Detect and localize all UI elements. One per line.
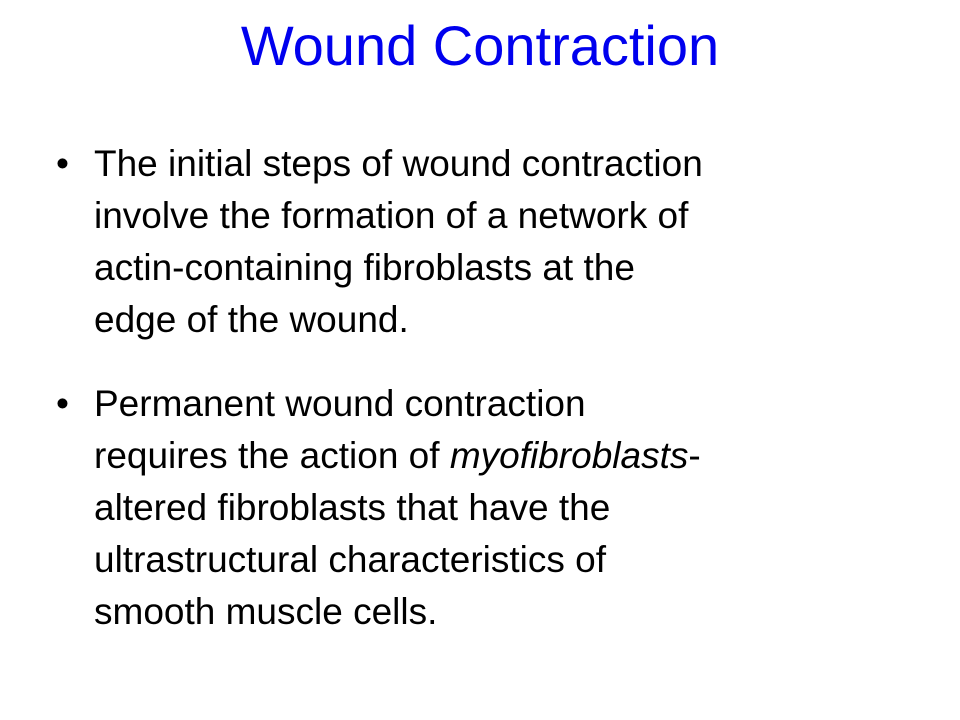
- bullet-list: [56, 138, 936, 638]
- bullet-dot: •: [56, 143, 69, 184]
- bullet-line: altered fibroblasts that have the: [94, 487, 611, 528]
- bullet-line: smooth muscle cells.: [94, 591, 438, 632]
- bullet-line: [94, 430, 936, 482]
- bullet-line: actin-containing fibroblasts at the: [94, 247, 635, 288]
- bullet-line: edge of the wound.: [94, 299, 409, 340]
- bullet-text: -: [688, 435, 701, 476]
- bullet-item: [56, 378, 936, 638]
- bullet-line: involve the formation of a network of: [94, 195, 689, 236]
- bullet-line: ultrastructural characteristics of: [94, 539, 607, 580]
- italic-term: myofibroblasts: [449, 435, 689, 476]
- slide-title: Wound Contraction: [240, 14, 720, 77]
- bullet-item: [56, 138, 936, 346]
- bullet-text: requires the action of: [94, 435, 450, 476]
- bullet-line: Permanent wound contraction: [94, 383, 586, 424]
- bullet-line: The initial steps of wound contraction: [94, 143, 703, 184]
- bullet-dot: •: [56, 383, 69, 424]
